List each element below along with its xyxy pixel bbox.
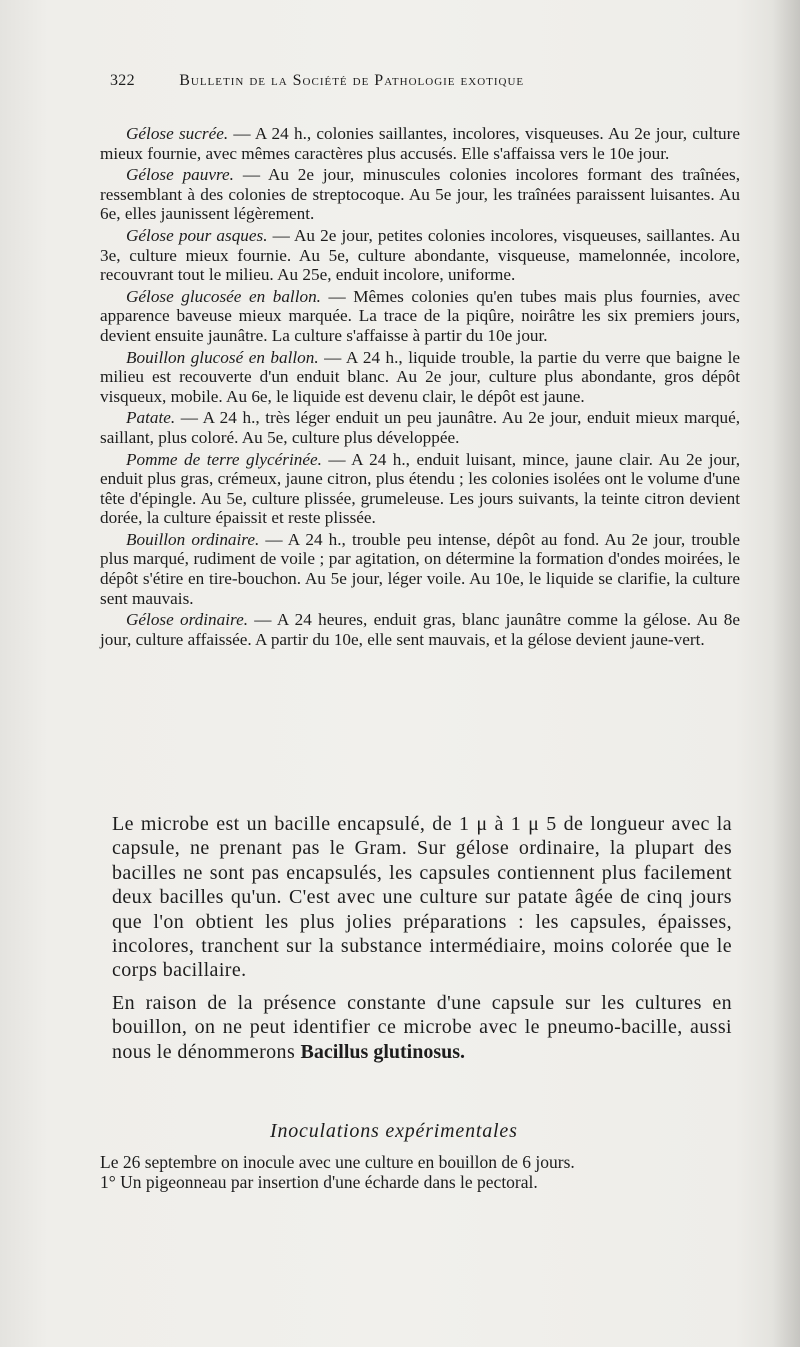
culture-text: — Au 2e jour, petites colonies incolores, visqueuses, saillantes. Au 3e, culture mieux fournie. Au 5e, culture abondante, visqueuse, mamelonnée, incolore, recouvrant tout le milieu. Au 25e, enduit incolore, uniforme. xyxy=(100,225,740,285)
species-name: Bacillus glutinosus. xyxy=(300,1040,466,1063)
running-header xyxy=(110,72,670,90)
culture-text: — A 24 h., très léger enduit un peu jaunâtre. Au 2e jour, enduit mieux marqué, saillant, plus coloré. Au 5e, culture plus développée. xyxy=(100,408,740,447)
culture-paragraph xyxy=(100,408,740,447)
culture-text: — A 24 h., liquide trouble, la partie du verre que baigne le milieu est recouverte d'un enduit blanc. Au 2e jour, culture plus abondante, gros dépôt visqueux, mobile. Au 6e, le liquide est devenu clair, le dépôt est jaune. xyxy=(100,347,740,406)
culture-text: — Au 2e jour, minuscules colonies incolores formant des traînées, ressemblant à des colonies de streptocoque. Au 5e jour, les traînées paraissent luisantes. Au 6e, elles jaunissent légèrement. xyxy=(100,165,740,224)
body-paragraph xyxy=(112,991,732,1064)
culture-label: Pomme de terre glycérinée. xyxy=(126,449,322,469)
page-number: 322 xyxy=(110,72,135,89)
culture-text: — Mêmes colonies qu'en tubes mais plus fournies, avec apparence baveuse mieux marquée. La trace de la piqûre, noirâtre les six premiers jours, devient ensuite jaunâtre. La culture s'affaisse à partir du 10e jour. xyxy=(100,286,740,345)
culture-paragraph xyxy=(100,124,740,163)
body-paragraph: Le microbe est un bacille encapsulé, de 1 μ à 1 μ 5 de longueur avec la capsule, ne prenant pas le Gram. Sur gélose ordinaire, la plupart des bacilles ne sont pas encapsulés, les capsules contiennent plus facilement deux bacilles qu'un. C'est avec une culture sur patate âgée de cinq jours que l'on obtient les plus jolies préparations : les capsules, épaisses, incolores, tranchent sur la substance intermédiaire, moins colorée que le corps bacillaire. xyxy=(112,813,732,982)
culture-label: Gélose pour asques. xyxy=(126,225,268,245)
culture-label: Gélose sucrée. xyxy=(126,124,229,143)
culture-paragraph xyxy=(100,165,740,224)
inoculation-text xyxy=(100,1152,700,1192)
culture-label: Gélose ordinaire. xyxy=(126,610,248,630)
culture-descriptions xyxy=(100,124,740,651)
page-edge-shadow xyxy=(772,0,800,1347)
body-text xyxy=(112,812,732,1072)
culture-label: Gélose glucosée en ballon. xyxy=(126,286,321,306)
culture-paragraph xyxy=(100,287,740,346)
culture-text: — A 24 h., trouble peu intense, dépôt au fond. Au 2e jour, trouble plus marqué, rudiment de voile ; par agitation, on détermine la formation d'ondes moirées, le dépôt s'étire en tire-bouchon. Au 5e jour, léger voile. Au 10e, le liquide se clarifie, la culture sent mauvais. xyxy=(100,529,740,608)
culture-label: Bouillon ordinaire. xyxy=(126,529,260,549)
culture-text: — A 24 h., colonies saillantes, incolores, visqueuses. Au 2e jour, culture mieux fournie, avec mêmes caractères plus accusés. Elle s'affaissa vers le 10e jour. xyxy=(100,124,740,163)
body-paragraph-text: En raison de la présence constante d'une capsule sur les cultures en bouillon, on ne peut identifier ce microbe avec le pneumo-bacille, aussi nous le dénommerons xyxy=(112,991,732,1063)
culture-paragraph xyxy=(100,530,740,608)
culture-paragraph xyxy=(100,348,740,407)
culture-text: — A 24 h., enduit luisant, mince, jaune clair. Au 2e jour, enduit plus gras, crémeux, jaune citron, plus étendu ; les colonies isolées ont le volume d'une tête d'épingle. Au 5e, culture plissée, grumeleuse. Les jours suivants, la teinte citron devient dorée, la culture épaissit et reste plissée. xyxy=(100,449,740,528)
culture-label: Patate. xyxy=(126,408,176,428)
culture-paragraph xyxy=(100,450,740,528)
section-title: Inoculations expérimentales xyxy=(270,1120,518,1142)
inoculation-line: 1° Un pigeonneau par insertion d'une écharde dans le pectoral. xyxy=(100,1172,538,1192)
culture-paragraph xyxy=(100,610,740,649)
inoculation-line: Le 26 septembre on inocule avec une culture en bouillon de 6 jours. xyxy=(100,1152,575,1172)
running-title: Bulletin de la Société de Pathologie exotique xyxy=(179,72,525,89)
culture-label: Gélose pauvre. xyxy=(126,165,234,185)
culture-paragraph xyxy=(100,226,740,285)
culture-label: Bouillon glucosé en ballon. xyxy=(126,347,319,367)
culture-text: — A 24 heures, enduit gras, blanc jaunâtre comme la gélose. Au 8e jour, culture affaissée. A partir du 10e, elle sent mauvais, et la gélose devient jaune-vert. xyxy=(100,610,740,649)
